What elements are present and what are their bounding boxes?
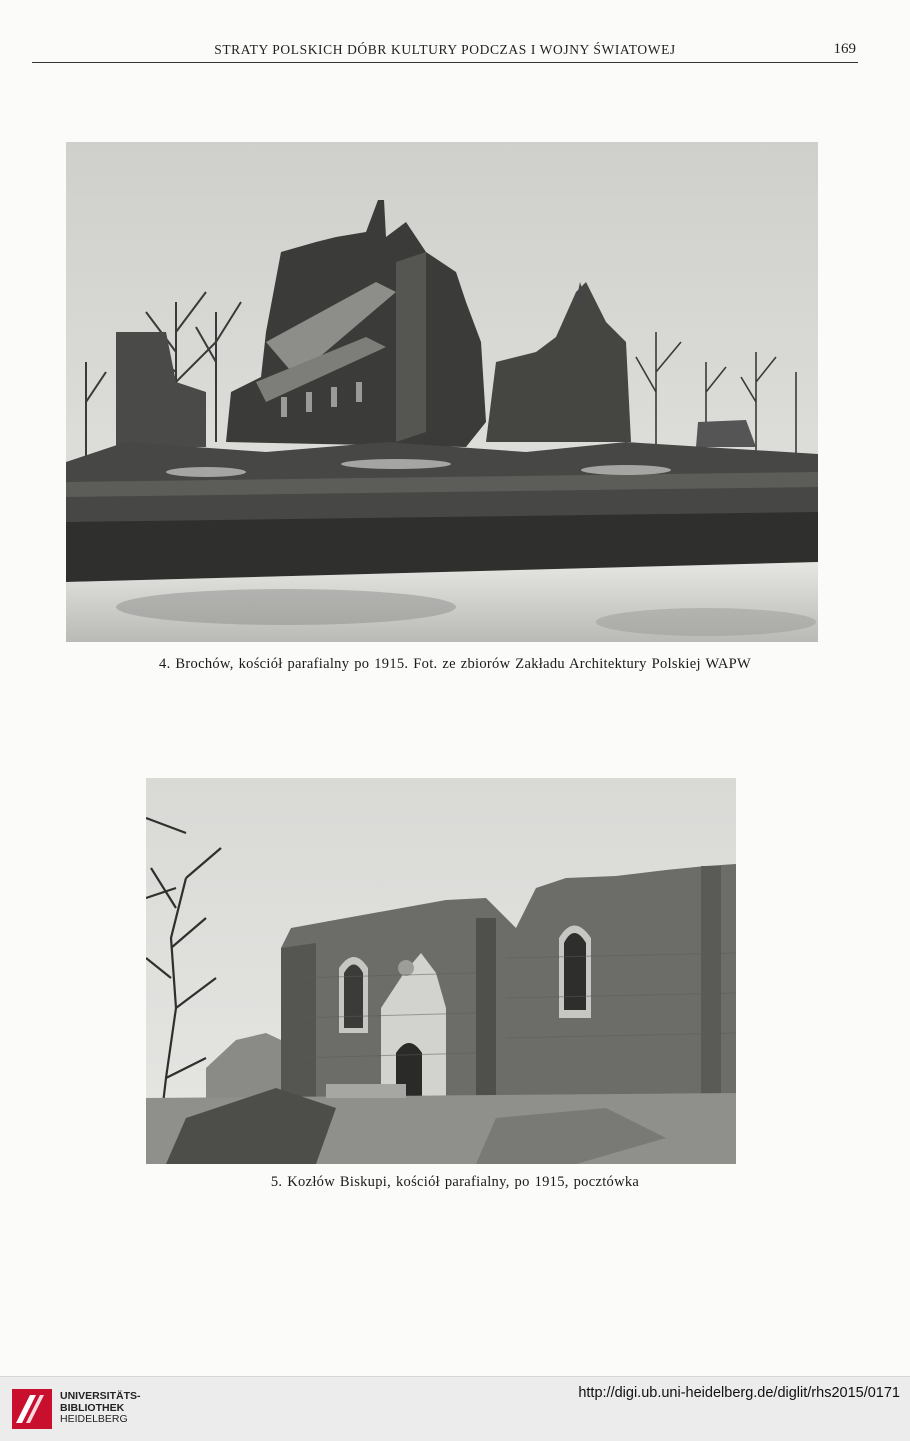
library-logo-icon [8,1387,54,1433]
library-name-line2: BIBLIOTHEK [60,1401,125,1414]
permalink-url[interactable]: http://digi.ub.uni-heidelberg.de/diglit/rhs2015/0171 [578,1385,900,1401]
running-title: STRATY POLSKICH DÓBR KULTURY PODCZAS I WOJNY ŚWIATOWEJ [214,42,676,57]
figure-5-photo [146,778,736,1164]
digitization-footer [0,1376,910,1441]
page-number: 169 [833,41,856,57]
library-name-line3: HEIDELBERG [60,1413,128,1425]
figure-4-photo [66,142,818,642]
page-header [32,36,858,63]
figure-4-caption: 4. Brochów, kościół parafialny po 1915. Fot. ze zbiorów Zakładu Architektury Polskiej WAPW [159,656,751,672]
library-name [60,1391,141,1426]
figure-5-caption: 5. Kozłów Biskupi, kościół parafialny, po 1915, pocztówka [270,1174,640,1190]
library-name-line1: UNIVERSITÄTS- [60,1390,141,1402]
